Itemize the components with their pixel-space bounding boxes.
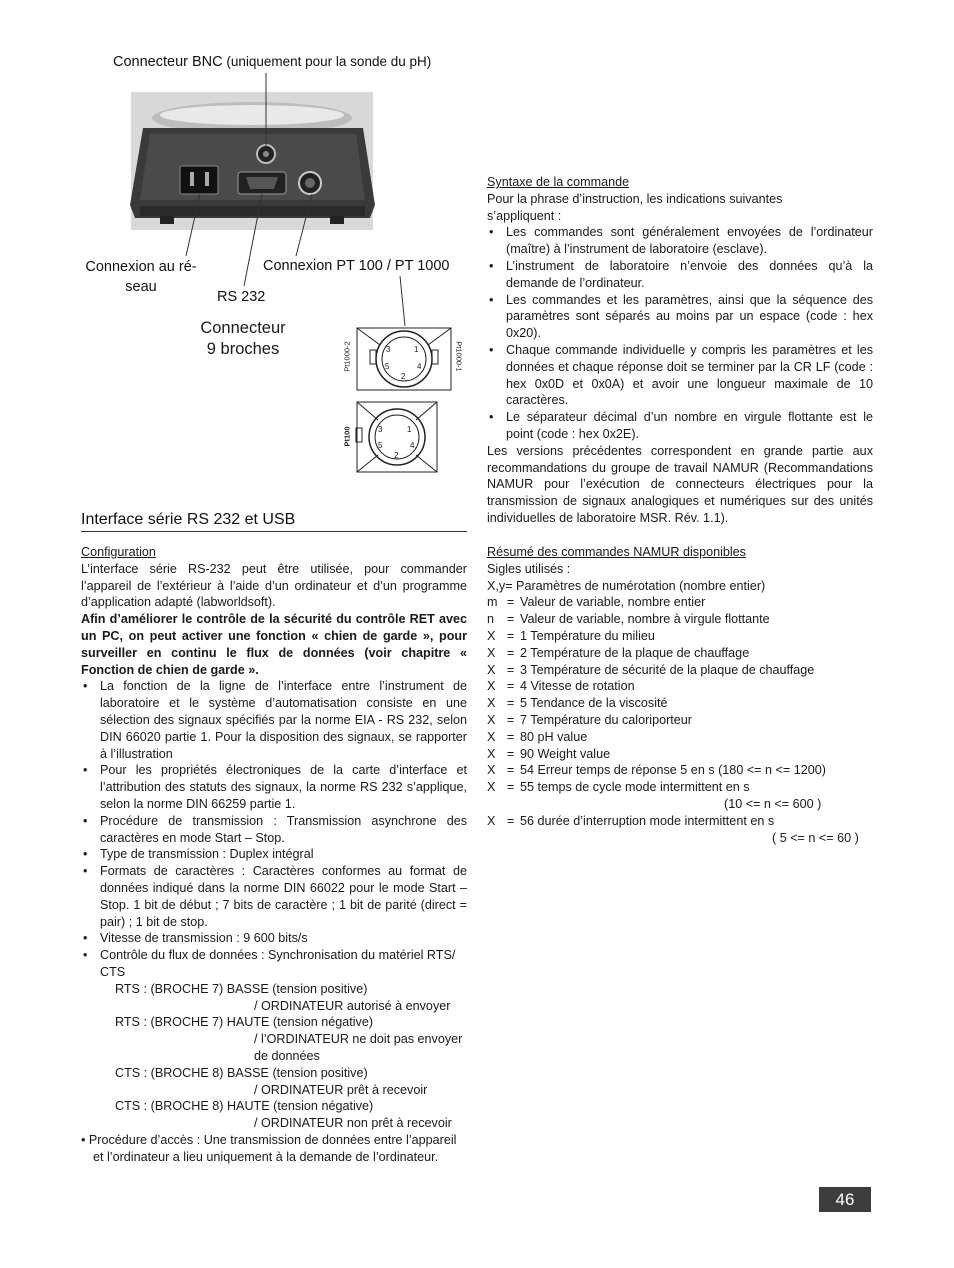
definition-row: X = 90 Weight value <box>487 746 611 761</box>
hotplate-surface <box>160 105 344 125</box>
xy-definition: X,y= Paramètres de numérotation (nombre entier) <box>487 578 766 593</box>
mains-label-line2: seau <box>125 279 157 295</box>
list-item: • Vitesse de transmission : 9 600 bits/s <box>81 930 467 947</box>
pt1000-1-label: Pt1000-1 <box>454 341 464 372</box>
definition-row: X = 80 pH value <box>487 729 588 744</box>
definition-row: X = 2 Température de la plaque de chauffage <box>487 645 750 660</box>
watchdog-note: Afin d’améliorer le contrôle de la sécurité du contrôle RET avec un PC, on peut activer une fonction « chien de garde », pour surveiller en continu le flux de données (voir chapitre « Fonction de chien de garde ». <box>81 612 467 677</box>
list-item: • Le séparateur décimal d’un nombre en virgule flottante est le point (code : hex 0x2E). <box>487 409 873 443</box>
definition-row: X = 5 Tendance de la viscosité <box>487 696 668 711</box>
pt1000-2-label: Pt1000-2 <box>342 341 352 372</box>
syntax-bullets <box>487 224 873 442</box>
pt-connection-label: Connexion PT 100 / PT 1000 <box>263 258 450 274</box>
pin-2-bottom: 2 <box>394 451 399 460</box>
list-item: • Pour les propriétés électroniques de la carte d’interface et l’attribution des statuts des signaux, la norme RS 232 s’applique, selon la norme DIN 66259 partie 1. <box>81 762 467 812</box>
cts-high-result: / ORDINATEUR non prêt à recevoir <box>254 1116 452 1131</box>
pin-2-top: 2 <box>401 372 406 381</box>
definition-row: m = Valeur de variable, nombre entier <box>487 595 706 610</box>
pt100-label: Pt100 <box>342 426 352 447</box>
definition-row: X = 55 temps de cycle mode intermittent en s <box>487 780 750 795</box>
list-item: • Contrôle du flux de données : Synchronisation du matériel RTS/ CTS <box>81 947 467 981</box>
namur-heading: Résumé des commandes NAMUR disponibles <box>487 545 746 559</box>
list-item: • Les commandes sont généralement envoyées de l’ordinateur (maître) à l’instrument de laboratoire (esclave). <box>487 224 873 258</box>
cts-high-signal: CTS : (BROCHE 8) HAUTE (tension négative) <box>115 1099 374 1114</box>
cts-low-signal: CTS : (BROCHE 8) BASSE (tension positive) <box>115 1065 368 1080</box>
pin-1-bottom: 1 <box>407 425 412 434</box>
syntax-heading: Syntaxe de la commande <box>487 175 630 189</box>
bnc-label-bold: Connecteur BNC <box>113 54 223 70</box>
list-item: • Procédure de transmission : Transmission asynchrone des caractères en mode Start – Stop. <box>81 813 467 847</box>
list-item: • Chaque commande individuelle y compris les paramètres et les données et chaque réponse doit se terminer par la CR LF (code : hex 0x0D et 0x0A) et avoir une longueur maximale de 10 caractères. <box>487 342 873 409</box>
definition-row: X = 3 Température de sécurité de la plaque de chauffage <box>487 662 815 677</box>
config-heading: Configuration <box>81 545 156 559</box>
definition-row: n = Valeur de variable, nombre à virgule flottante <box>487 612 770 627</box>
page-number: 46 <box>819 1187 871 1212</box>
cts-low-result: / ORDINATEUR prêt à recevoir <box>254 1082 428 1097</box>
rts-low-result: / ORDINATEUR autorisé à envoyer <box>254 998 451 1013</box>
connector-label-line1: Connecteur <box>200 319 286 337</box>
connector-label-line2: 9 broches <box>206 340 280 358</box>
section-title: Interface série RS 232 et USB <box>81 511 296 528</box>
rts-cts-block <box>81 981 467 1132</box>
bnc-label-rest: (uniquement pour la sonde du pH) <box>222 54 432 69</box>
pin-3-bottom: 3 <box>378 425 383 434</box>
pin-3-top: 3 <box>386 345 391 354</box>
rs232-label: RS 232 <box>217 289 266 305</box>
pin-4-top: 4 <box>417 362 422 371</box>
definition-row: X = 1 Température du milieu <box>487 628 655 643</box>
mains-connection-label <box>78 257 204 297</box>
mains-socket-icon <box>180 166 218 194</box>
rts-high-signal: RTS : (BROCHE 7) HAUTE (tension négative) <box>115 1015 374 1030</box>
pin-5-bottom: 5 <box>378 441 383 450</box>
connector-9pin-label <box>190 318 296 360</box>
definition-row: X = 7 Température du caloriporteur <box>487 712 692 727</box>
access-bullet-line1: • Procédure d’accès : Une transmission de données entre l’appareil <box>81 1132 457 1147</box>
config-bullets <box>81 678 467 980</box>
definition-row: X = 56 durée d’interruption mode intermittent en s <box>487 813 775 828</box>
section-rule <box>81 531 467 532</box>
definition-row: X = 4 Vitesse de rotation <box>487 679 635 694</box>
syntax-intro: Pour la phrase d’instruction, les indications suivantes s’appliquent : <box>487 191 783 223</box>
access-bullet-line2: et l’ordinateur a lieu uniquement à la demande de l’ordinateur. <box>93 1149 439 1164</box>
pin-5-top: 5 <box>385 362 390 371</box>
list-item: • La fonction de la ligne de l’interface entre l’instrument de laboratoire et le système d’automatisation consiste en une sélection des signaux spécifiés par la norme EIA - RS 232, selon DIN 66020 partie 1. Pour la disposition des signaux, se rapporter à l’illustration <box>81 678 467 762</box>
left-column <box>81 544 467 1165</box>
right-column <box>487 174 873 527</box>
pin-1-top: 1 <box>414 345 419 354</box>
sigles-label: Sigles utilisés : <box>487 561 571 576</box>
rts-high-result-2: de données <box>254 1048 320 1063</box>
range-55: (10 <= n <= 600 ) <box>724 796 822 811</box>
definition-row: X = 54 Erreur temps de réponse 5 en s (180 <= n <= 1200) <box>487 763 826 778</box>
mains-label-line1: Connexion au ré- <box>85 259 197 275</box>
list-item: • L’instrument de laboratoire n’envoie des données qu’à la demande de l’ordinateur. <box>487 258 873 292</box>
rts-high-result: / l’ORDINATEUR ne doit pas envoyer <box>254 1032 463 1047</box>
list-item: • Formats de caractères : Caractères conformes au format de données indiqué dans la norme DIN 66022 pour le mode Start – Stop. 1 bit de début ; 7 bits de caractère ; 1 bit de parité (direct = pair) ; 1 bit de stop. <box>81 863 467 930</box>
range-56: ( 5 <= n <= 60 ) <box>772 830 859 845</box>
connector-pt100-diagram <box>356 402 437 472</box>
rts-low-signal: RTS : (BROCHE 7) BASSE (tension positive) <box>115 981 368 996</box>
definition-list <box>487 594 873 846</box>
pin-4-bottom: 4 <box>410 441 415 450</box>
list-item: • Les commandes et les paramètres, ainsi que la séquence des paramètres sont séparés au moins par un espace (code : hex 0x20). <box>487 292 873 342</box>
list-item: • Type de transmission : Duplex intégral <box>81 846 467 863</box>
syntax-outro: Les versions précédentes correspondent en grande partie aux recommandations du groupe de travail NAMUR (Recommandations NAMUR pour l’exécution de connecteurs électriques pour la transmission de signaux analogiques et numériques sur des unités individuelles de laboratoire MSR. Rév. 1.1). <box>487 443 873 525</box>
namur-section <box>487 544 873 846</box>
config-text: L’interface série RS-232 peut être utilisée, pour commander l’appareil de l’extérieur à l’aide d’un ordinateur et d’un programme d’application adapté (labworldsoft). <box>81 561 467 610</box>
